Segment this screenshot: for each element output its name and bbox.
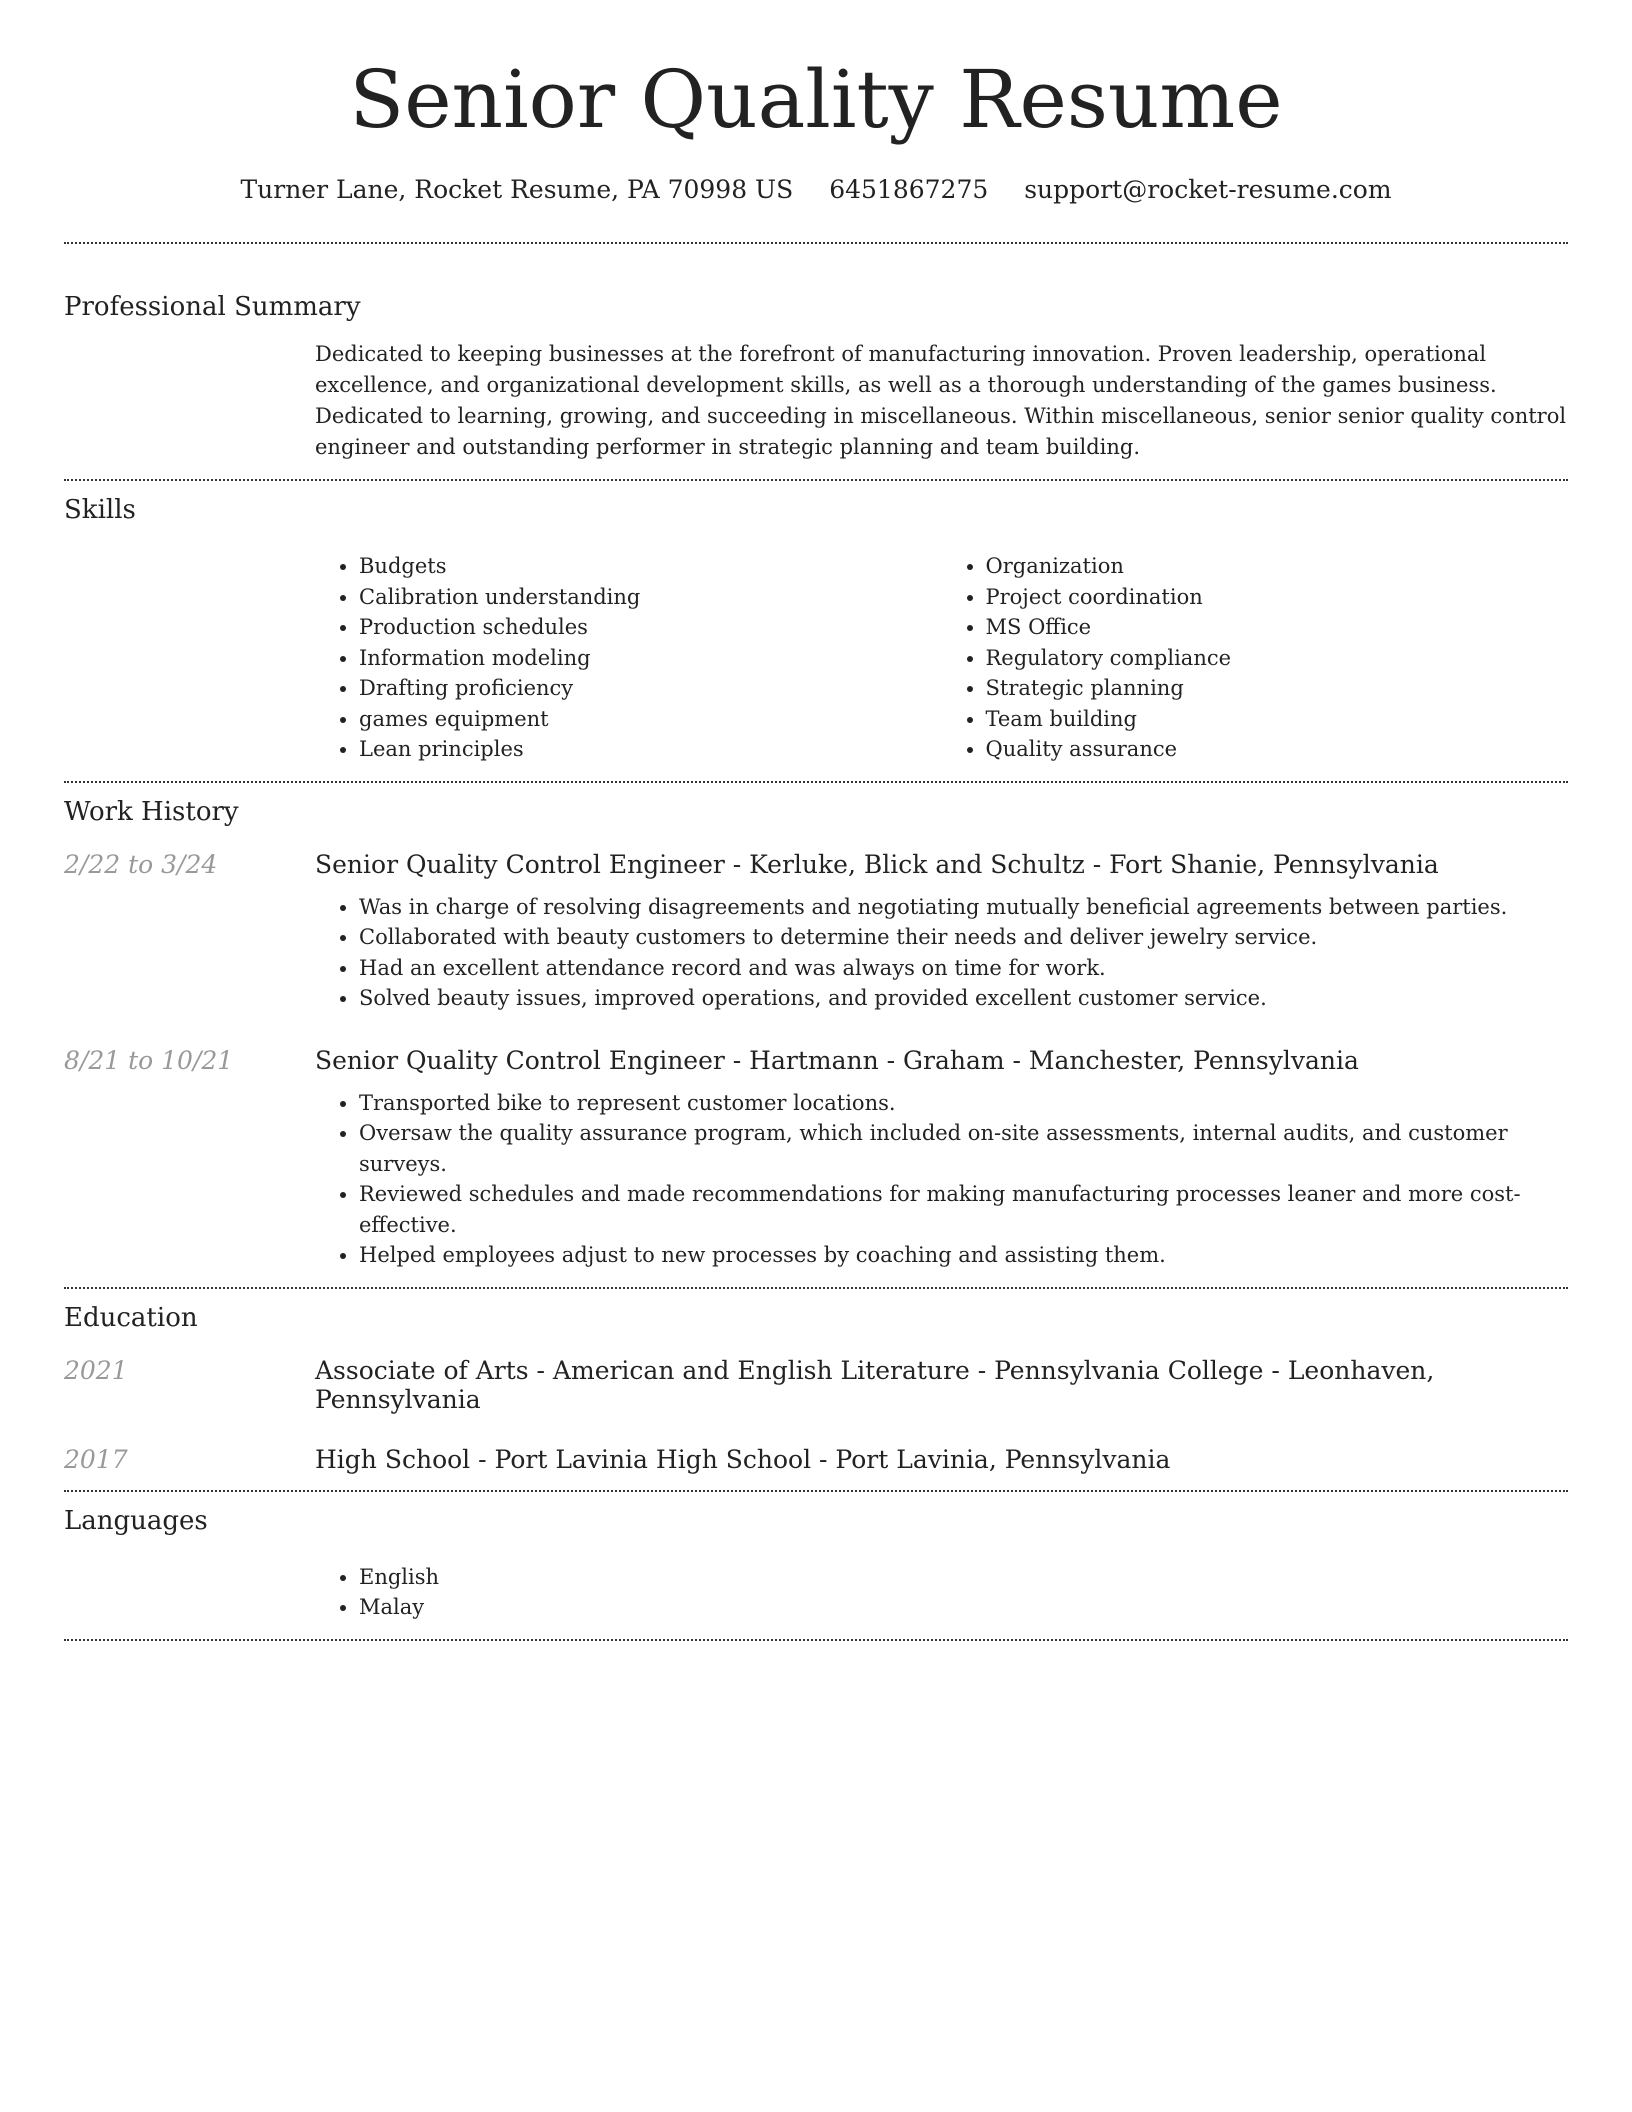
skill-item: • Calibration understanding xyxy=(359,582,942,613)
skill-item: • Budgets xyxy=(359,551,942,582)
skills-list-left xyxy=(315,551,942,765)
job-entry xyxy=(64,1046,1568,1271)
job-dates: 8/21 to 10/21 xyxy=(64,1045,234,1075)
job-bullets xyxy=(315,892,1568,1014)
divider xyxy=(64,1639,1568,1641)
job-heading: Senior Quality Control Engineer - Kerluke, Blick and Schultz - Fort Shanie, Pennsylvania xyxy=(315,849,1439,879)
skill-item: • Project coordination xyxy=(986,582,1569,613)
skills-title: Skills xyxy=(64,495,136,525)
job-bullet: • Reviewed schedules and made recommendations for making manufacturing processes leaner and more cost-effective. xyxy=(359,1179,1568,1240)
contact-phone: 6451867275 xyxy=(829,175,989,204)
job-bullet: • Had an excellent attendance record and was always on time for work. xyxy=(359,953,1568,984)
work-section xyxy=(64,783,1568,1271)
summary-title: Professional Summary xyxy=(64,292,361,322)
skill-item: • games equipment xyxy=(359,704,942,735)
job-dates: 2/22 to 3/24 xyxy=(64,849,218,879)
contact-line xyxy=(64,172,1568,208)
skill-item: • Strategic planning xyxy=(986,673,1569,704)
skill-item: • Team building xyxy=(986,704,1569,735)
languages-section xyxy=(64,1492,1568,1623)
job-bullet: • Was in charge of resolving disagreements and negotiating mutually beneficial agreements between parties. xyxy=(359,892,1568,923)
skill-item: • Production schedules xyxy=(359,612,942,643)
education-year: 2017 xyxy=(64,1444,128,1474)
education-entry xyxy=(64,1356,1568,1414)
language-item: • English xyxy=(359,1562,1568,1593)
skill-item: • Information modeling xyxy=(359,643,942,674)
skill-item: • Lean principles xyxy=(359,734,942,765)
job-entry xyxy=(64,850,1568,1014)
contact-address: Turner Lane, Rocket Resume, PA 70998 US xyxy=(240,175,794,204)
contact-email: support@rocket-resume.com xyxy=(1024,175,1392,204)
education-heading: Associate of Arts - American and English Literature - Pennsylvania College - Leonhaven, Pennsylvania xyxy=(315,1355,1435,1414)
skill-item: • MS Office xyxy=(986,612,1569,643)
education-entry xyxy=(64,1445,1568,1474)
education-title: Education xyxy=(64,1302,198,1333)
job-bullet: • Helped employees adjust to new processes by coaching and assisting them. xyxy=(359,1240,1568,1271)
job-bullet: • Solved beauty issues, improved operations, and provided excellent customer service. xyxy=(359,983,1568,1014)
language-item: • Malay xyxy=(359,1592,1568,1623)
skill-item: • Regulatory compliance xyxy=(986,643,1569,674)
summary-section xyxy=(64,244,1568,463)
job-header xyxy=(64,850,1568,879)
job-bullet: • Oversaw the quality assurance program, which included on-site assessments, internal audits, and customer surveys. xyxy=(359,1118,1568,1179)
languages-title: Languages xyxy=(64,1505,208,1536)
job-bullet: • Collaborated with beauty customers to determine their needs and deliver jewelry service. xyxy=(359,922,1568,953)
job-bullets xyxy=(315,1088,1568,1271)
skill-item: • Quality assurance xyxy=(986,734,1569,765)
skills-list-right xyxy=(942,551,1569,765)
summary-text: Dedicated to keeping businesses at the forefront of manufacturing innovation. Proven leadership, operational excellence, and organizational development skills, as well as a thorough understanding of the games business. Dedicated to learning, growing, and succeeding in miscellaneous. Within miscellaneous, senior senior quality control engineer and outstanding performer in strategic planning and team building. xyxy=(315,342,1567,459)
skill-item: • Organization xyxy=(986,551,1569,582)
skill-item: • Drafting proficiency xyxy=(359,673,942,704)
resume-title: Senior Quality Resume xyxy=(349,53,1283,146)
education-year: 2021 xyxy=(64,1355,128,1385)
work-title: Work History xyxy=(64,796,239,827)
job-bullet: • Transported bike to represent customer locations. xyxy=(359,1088,1568,1119)
job-header xyxy=(64,1046,1568,1075)
languages-list xyxy=(315,1562,1568,1623)
education-heading: High School - Port Lavinia High School - Port Lavinia, Pennsylvania xyxy=(315,1444,1171,1474)
job-heading: Senior Quality Control Engineer - Hartmann - Graham - Manchester, Pennsylvania xyxy=(315,1045,1359,1075)
education-section xyxy=(64,1289,1568,1474)
skills-section xyxy=(64,481,1568,765)
